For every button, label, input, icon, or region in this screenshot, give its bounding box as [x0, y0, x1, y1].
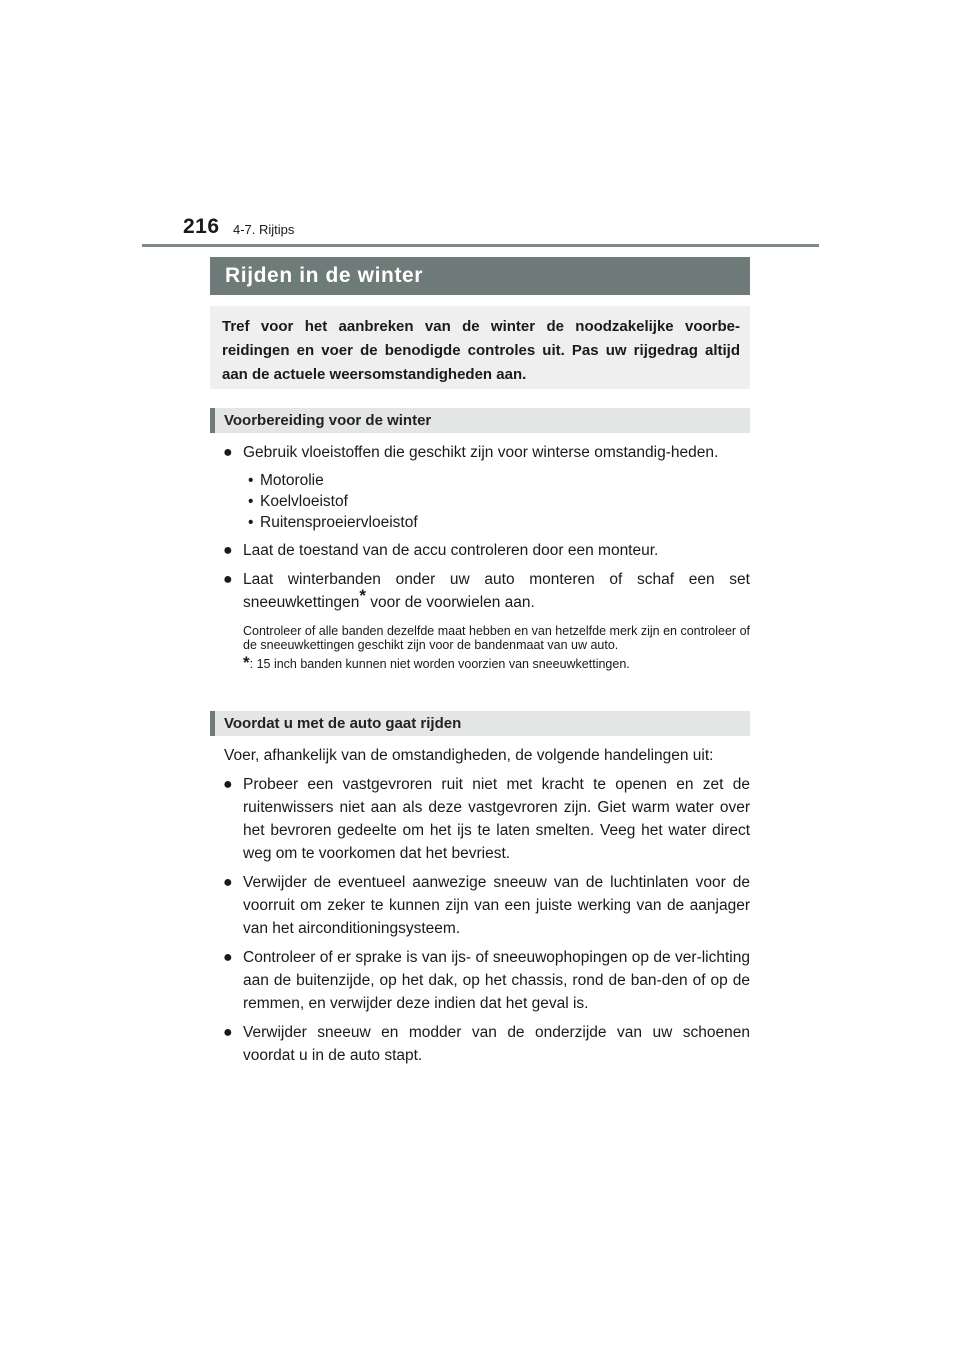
section-intro: Voer, afhankelijk van de omstandigheden, de volgende handelingen uit:	[224, 747, 714, 764]
list-item	[210, 946, 750, 1015]
footnote-marker: *	[359, 585, 366, 605]
sub-item-text: Motorolie	[260, 472, 324, 489]
list-item	[210, 568, 750, 614]
page-number: 216	[183, 215, 220, 238]
header-rule	[142, 244, 819, 247]
item-text: Controleer of er sprake is van ijs- of sneeuwophopingen op de ver-lichting aan de buitenzijde, op het dak, op het chassis, rond de ban-den of op de remmen, en verwijder deze indien dat het geval is.	[243, 949, 750, 1012]
item-text: Laat winterbanden onder uw auto monteren of schaf een set sneeuwkettingen	[243, 571, 750, 611]
sub-bullet-icon: •	[248, 472, 254, 489]
sub-item-text: Ruitensproeiervloeistof	[260, 514, 418, 531]
footnote-text: : 15 inch banden kunnen niet worden voorzien van sneeuwkettingen.	[249, 657, 630, 671]
section-heading-preparation: Voorbereiding voor de winter	[210, 408, 750, 433]
sub-list-item	[210, 512, 750, 533]
bullet-icon: ●	[223, 1024, 233, 1041]
list-item	[210, 1021, 750, 1067]
section-before-driving-content	[210, 744, 750, 1073]
page-title: Rijden in de winter	[210, 257, 750, 295]
list-item	[210, 871, 750, 940]
item-text: Probeer een vastgevroren ruit niet met kracht te openen en zet de ruitenwissers niet aan als deze vastgevroren zijn. Giet warm water over het bevroren gedeelte om het ijs te laten smelten. Veeg het water direct weg om te voorkomen dat het bevriest.	[243, 776, 750, 862]
list-item	[210, 539, 750, 562]
section-label: 4-7. Rijtips	[233, 222, 295, 237]
bullet-icon: ●	[223, 949, 233, 966]
sub-list-item	[210, 470, 750, 491]
item-text: Verwijder de eventueel aanwezige sneeuw van de luchtinlaten voor de voorruit om zeker te kunnen zijn van een juiste werking van de aanjager van het airconditioningsysteem.	[243, 874, 750, 937]
sub-item-text: Koelvloeistof	[260, 493, 348, 510]
footnote	[210, 653, 750, 672]
sub-bullet-icon: •	[248, 493, 254, 510]
item-text: Verwijder sneeuw en modder van de onderzijde van uw schoenen voordat u in de auto stapt.	[243, 1024, 750, 1064]
item-text: Gebruik vloeistoffen die geschikt zijn voor winterse omstandig-heden.	[243, 444, 719, 461]
item-text-end: voor de voorwielen aan.	[365, 594, 535, 611]
sub-list-item	[210, 491, 750, 512]
bullet-icon: ●	[223, 571, 233, 588]
sub-bullet-icon: •	[248, 514, 254, 531]
bullet-icon: ●	[223, 542, 233, 559]
intro-box: Tref voor het aanbreken van de winter de noodzakelijke voorbe-reidingen en voer de benodigde controles uit. Pas uw rijgedrag altijd aan de actuele weersomstandigheden aan.	[210, 306, 750, 389]
footnote-star: *	[243, 653, 250, 672]
list-item	[210, 441, 750, 464]
list-item	[210, 773, 750, 865]
bullet-icon: ●	[223, 444, 233, 461]
item-text: Laat de toestand van de accu controleren door een monteur.	[243, 542, 659, 559]
section-preparation-content	[210, 441, 750, 671]
section-heading-before-driving: Voordat u met de auto gaat rijden	[210, 711, 750, 736]
note-text: Controleer of alle banden dezelfde maat hebben en van hetzelfde merk zijn en controleer of de sneeuwkettingen geschikt zijn voor de bandenmaat van uw auto.	[243, 624, 750, 652]
bullet-icon: ●	[223, 874, 233, 891]
bullet-icon: ●	[223, 776, 233, 793]
